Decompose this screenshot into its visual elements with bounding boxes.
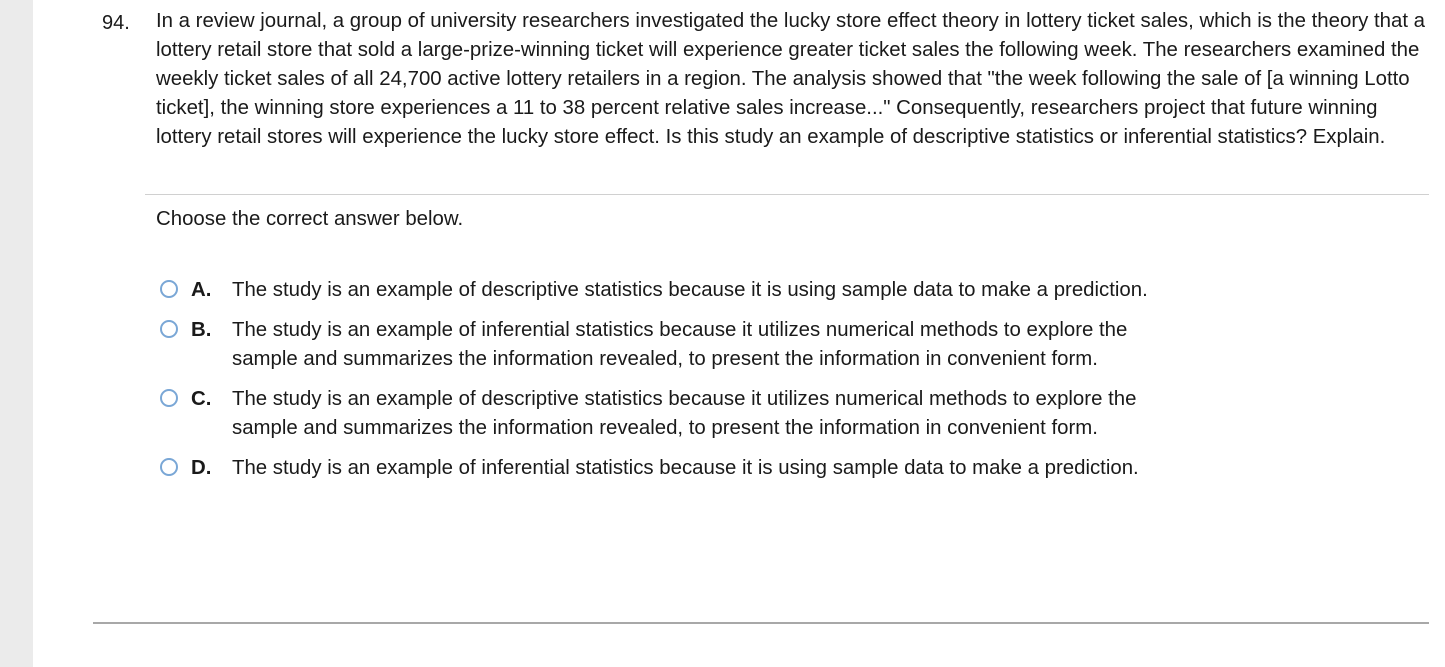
left-gutter [0,0,33,667]
radio-button-icon[interactable] [160,320,178,338]
radio-button-icon[interactable] [160,280,178,298]
choice-c[interactable] [160,385,1170,443]
choice-text: The study is an example of inferential statistics because it is using sample data to make a prediction. [232,457,1139,479]
choice-text: The study is an example of descriptive statistics because it is using sample data to make a prediction. [232,279,1148,301]
choice-d[interactable] [160,454,1170,483]
choice-letter: D. [191,457,212,479]
choice-letter: B. [191,319,212,341]
question-number: 94. [102,12,130,34]
radio-button-icon[interactable] [160,458,178,476]
choice-b[interactable] [160,316,1170,374]
choice-letter: C. [191,388,212,410]
radio-button-icon[interactable] [160,389,178,407]
choice-text: The study is an example of descriptive statistics because it utilizes numerical methods to explore the sample and summarizes the information revealed, to present the information in convenient form. [232,388,1137,439]
choice-letter: A. [191,279,212,301]
question-text: In a review journal, a group of university researchers investigated the lucky store effect theory in lottery ticket sales, which is the theory that a lottery retail store that sold a large-prize-winning ticket will experience greater ticket sales the following week. The researchers examined the weekly ticket sales of all 24,700 active lottery retailers in a region. The analysis showed that "the week following the sale of [a winning Lotto ticket], the winning store experiences a 11 to 38 percent relative sales increase..." Consequently, researchers project that future winning lottery retail stores will experience the lucky store effect. Is this study an example of descriptive statistics or inferential statistics? Explain. [156,10,1425,148]
choice-a[interactable] [160,276,1170,305]
answer-instruction: Choose the correct answer below. [156,208,464,230]
bottom-divider [93,622,1429,624]
choice-text: The study is an example of inferential statistics because it utilizes numerical methods to explore the sample and summarizes the information revealed, to present the information in convenient form. [232,319,1128,370]
question-panel [33,0,1445,667]
answer-choices [160,276,1170,494]
question-divider [145,194,1429,195]
